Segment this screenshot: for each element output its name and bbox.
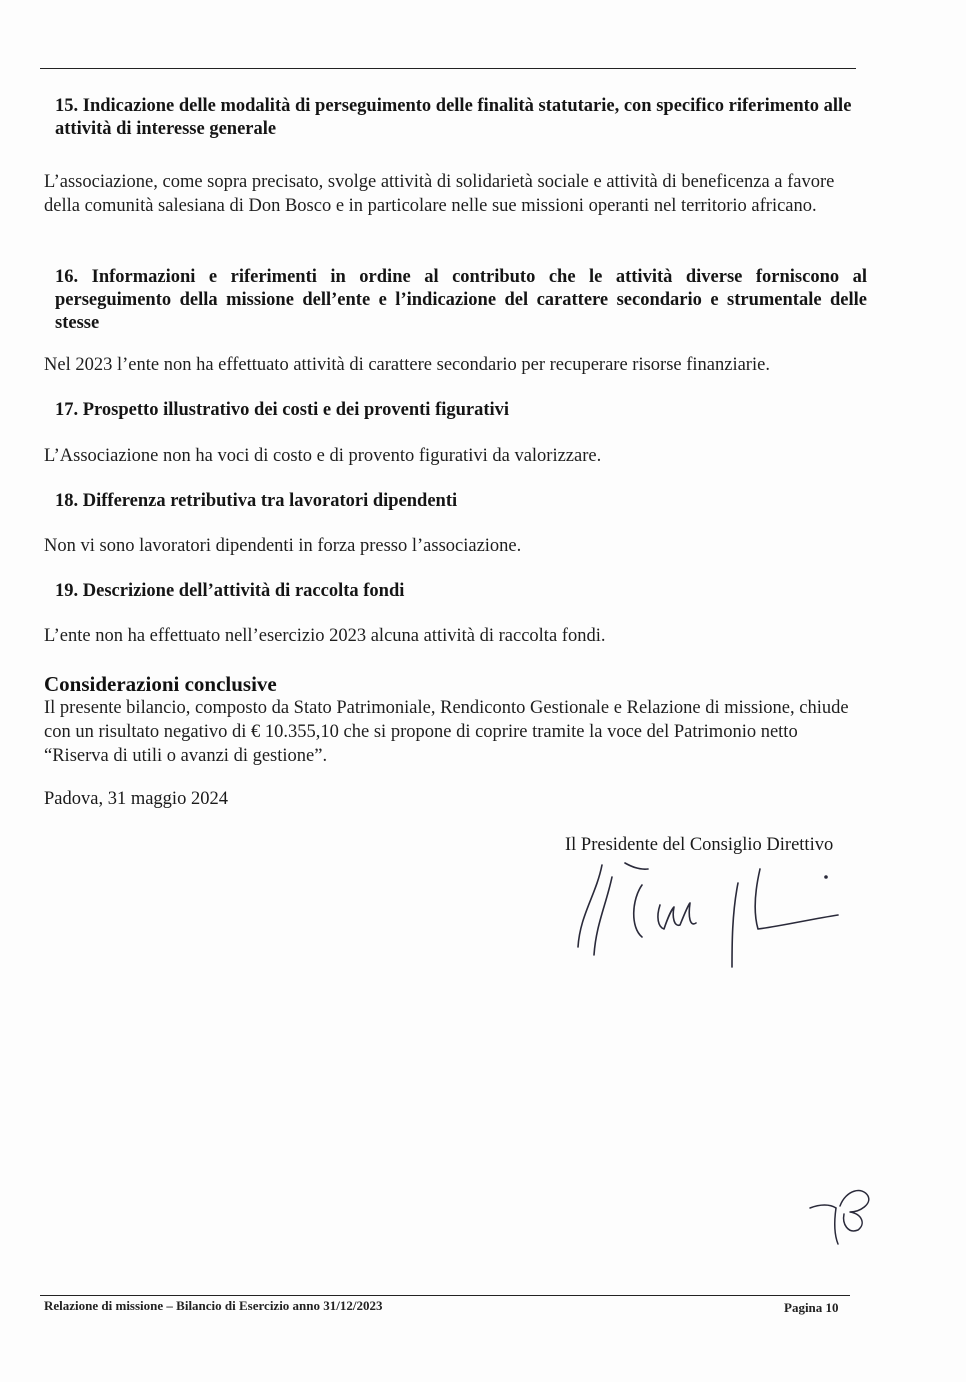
section-17-heading: 17. Prospetto illustrativo dei costi e dei proventi figurativi — [55, 400, 510, 420]
footer-document-title: Relazione di missione – Bilancio di Esercizio anno 31/12/2023 — [44, 1298, 383, 1313]
section-15-body: L’associazione, come sopra precisato, svolge attività di solidarietà sociale e attività di beneficenza a favore della comunità salesiana di Don Bosco e in particolare nelle sue missioni operanti nel territorio africano. — [44, 172, 835, 216]
handwritten-initials — [800, 1178, 880, 1253]
handwritten-signature — [560, 855, 850, 980]
section-19-heading: 19. Descrizione dell’attività di raccolta fondi — [55, 581, 405, 601]
footer-rule — [40, 1295, 850, 1296]
section-15-heading: 15. Indicazione delle modalità di perseguimento delle finalità statutarie, con specifico riferimento alle attività di interesse generale — [55, 96, 852, 139]
section-18-heading: 18. Differenza retributiva tra lavoratori dipendenti — [55, 491, 458, 511]
conclusion-body: Il presente bilancio, composto da Stato Patrimoniale, Rendiconto Gestionale e Relazione di missione, chiude con un risultato negativo di € 10.355,10 che si propone di coprire tramite la voce del Patrimonio netto “Riserva di utili o avanzi di gestione”. — [44, 698, 849, 766]
section-16-heading: 16. Informazioni e riferimenti in ordine al contributo che le attività diverse forniscono al perseguimento della missione dell’ente e l’indicazione del carattere secondario e strumentale delle stesse — [55, 267, 867, 333]
conclusion-title: Considerazioni conclusive — [44, 672, 277, 696]
place-date: Padova, 31 maggio 2024 — [44, 789, 228, 809]
section-19-body: L’ente non ha effettuato nell’esercizio 2023 alcuna attività di raccolta fondi. — [44, 626, 606, 646]
section-18-body: Non vi sono lavoratori dipendenti in forza presso l’associazione. — [44, 536, 522, 556]
section-16-body: Nel 2023 l’ente non ha effettuato attività di carattere secondario per recuperare risorse finanziarie. — [44, 355, 770, 375]
header-rule — [40, 68, 856, 69]
section-17-body: L’Associazione non ha voci di costo e di provento figurativi da valorizzare. — [44, 446, 602, 466]
footer-page-number: Pagina 10 — [784, 1300, 839, 1315]
signer-title: Il Presidente del Consiglio Direttivo — [565, 835, 834, 855]
